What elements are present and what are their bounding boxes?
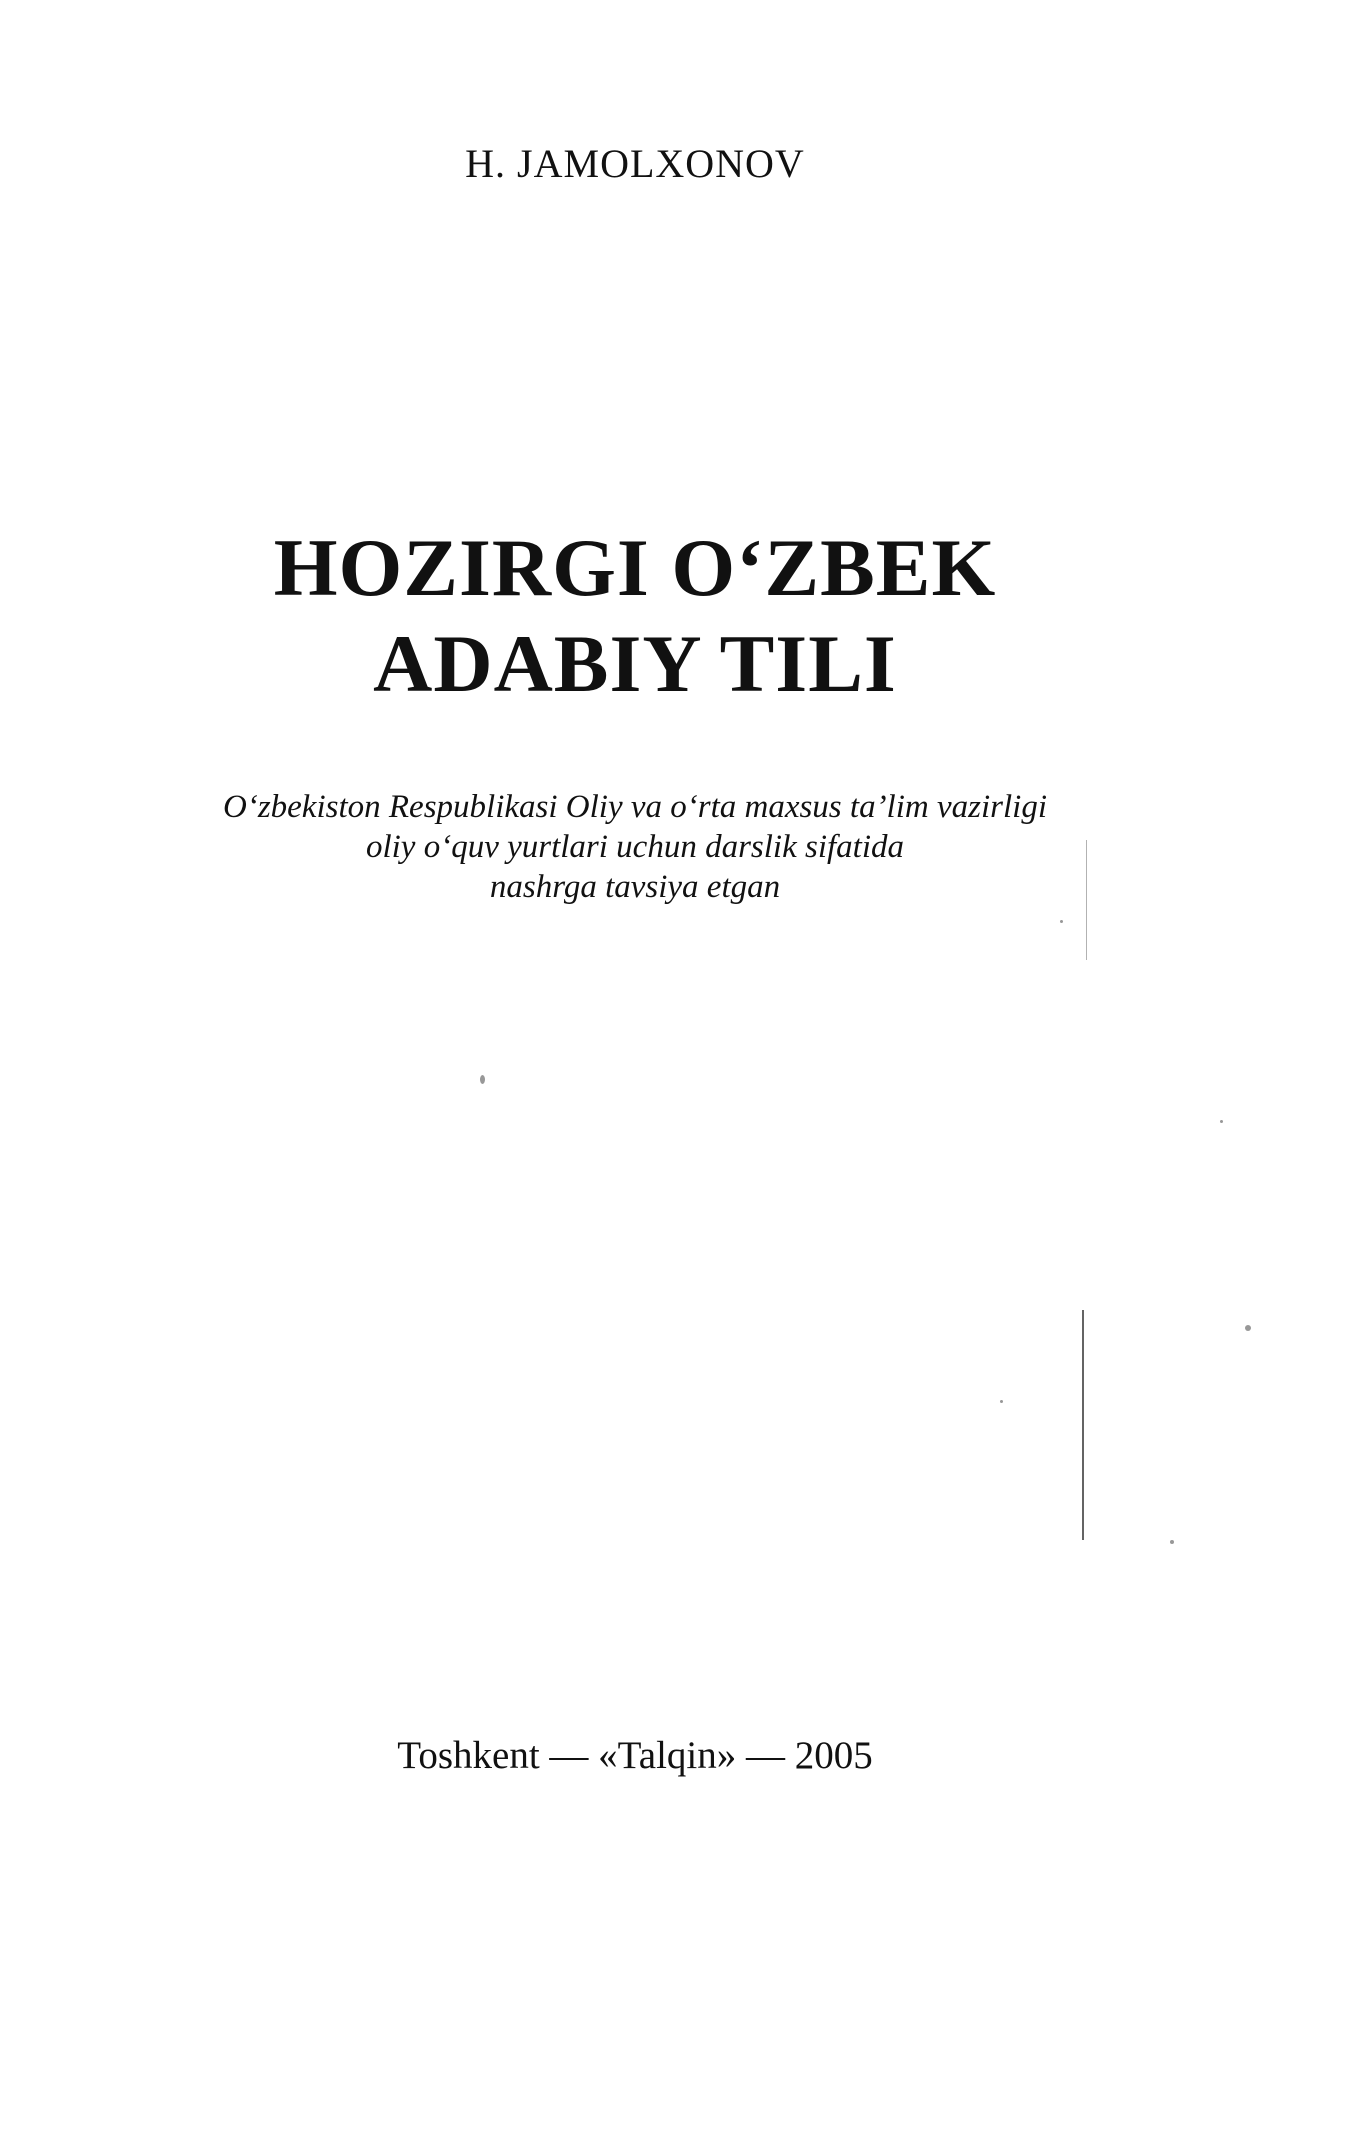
- scan-edge-mark: [1082, 1310, 1084, 1540]
- approval-line-1: O‘zbekiston Respublikasi Oliy va o‘rta maxsus ta’lim vazirligi: [223, 789, 1047, 825]
- scan-speck: [1245, 1325, 1251, 1331]
- scan-speck: [1170, 1540, 1174, 1544]
- scan-speck: [1220, 1120, 1223, 1123]
- author-name: H. JAMOLXONOV: [465, 141, 805, 186]
- book-title-line-1: HOZIRGI O‘ZBEK: [273, 522, 997, 613]
- approval-line-2: oliy o‘quv yurtlari uchun darslik sifatida: [365, 829, 905, 865]
- publisher-imprint: Toshkent — «Talqin» — 2005: [397, 1734, 873, 1777]
- book-title: [0, 520, 1270, 712]
- scan-edge-mark: [1086, 840, 1087, 960]
- scan-speck: [1000, 1400, 1003, 1403]
- scan-speck: [480, 1075, 485, 1084]
- approval-statement: [0, 787, 1270, 907]
- book-title-line-2: ADABIY TILI: [373, 618, 897, 709]
- scan-speck: [1060, 920, 1063, 923]
- approval-line-3: nashrga tavsiya etgan: [489, 869, 781, 905]
